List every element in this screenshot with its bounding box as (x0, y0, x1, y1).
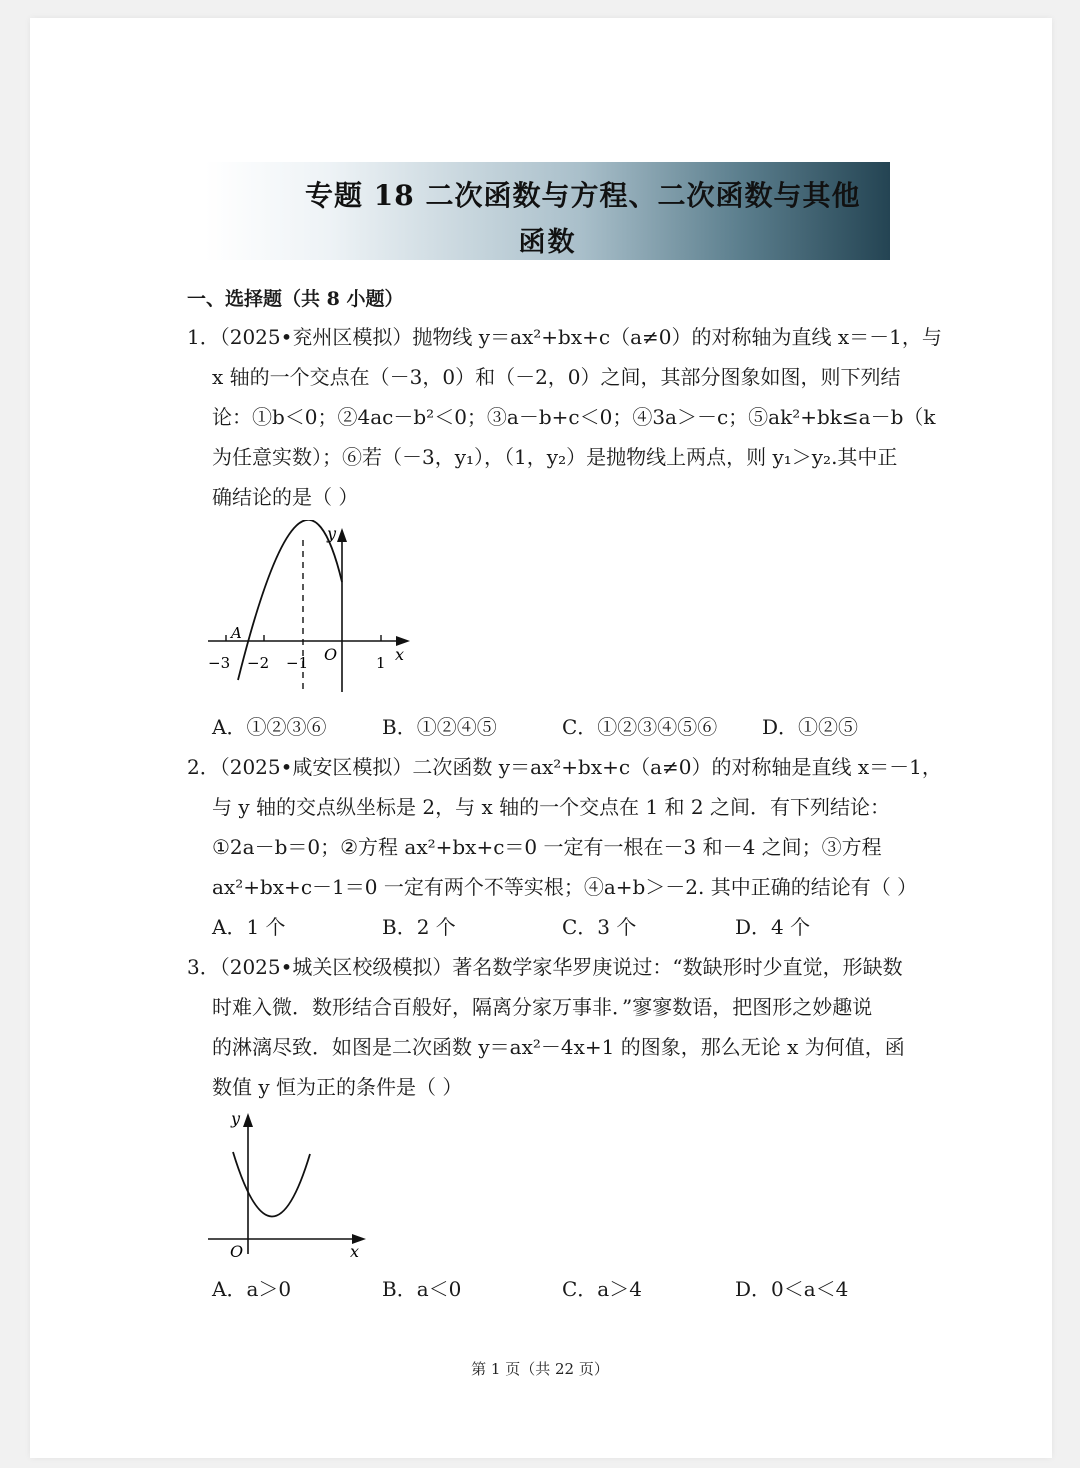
tick-label-1: 1 (376, 654, 386, 672)
q1-line: 1．（2025•兖州区模拟）抛物线 y＝ax²+bx+c（a≠0）的对称轴为直线 x＝－1，与 (187, 325, 942, 349)
q2-line: 2．（2025•咸安区模拟）二次函数 y＝ax²+bx+c（a≠0）的对称轴是直线 x＝－1， (187, 755, 942, 779)
q2-option-b[interactable]: B．2 个 (382, 915, 456, 939)
q3-line: 的淋漓尽致．如图是二次函数 y＝ax²－4x+1 的图象，那么无论 x 为何值，函 (212, 1035, 905, 1059)
tick-label-neg2: −2 (247, 654, 270, 672)
page-footer: 第 1 页（共 22 页） (471, 1360, 609, 1378)
point-a-label: A (231, 624, 242, 642)
q3-line: 时难入微．数形结合百般好，隔离分家万事非．”寥寥数语，把图形之妙趣说 (212, 995, 873, 1019)
q1-option-d[interactable]: D．①②⑤ (762, 715, 859, 739)
q1-parabola-graph (200, 520, 420, 700)
title-line-1: 专题 18 二次函数与方程、二次函数与其他 (305, 179, 861, 212)
q3-line: 数值 y 恒为正的条件是（ ） (212, 1075, 463, 1099)
tick-label-neg1: −1 (286, 654, 309, 672)
q3-line: 3．（2025•城关区校级模拟）著名数学家华罗庚说过：“数缺形时少直觉，形缺数 (187, 955, 903, 979)
q1-option-c[interactable]: C．①②③④⑤⑥ (562, 715, 718, 739)
x-axis-label: x (350, 1242, 360, 1261)
q3-option-d[interactable]: D．0＜a＜4 (735, 1277, 849, 1301)
q2-option-a[interactable]: A．1 个 (212, 915, 286, 939)
q1-line: 为任意实数）；⑥若（－3，y₁），（1，y₂）是抛物线上两点，则 y₁＞y₂.其中正 (212, 445, 898, 469)
q1-option-a[interactable]: A．①②③⑥ (212, 715, 327, 739)
q1-line: 确结论的是（ ） (212, 485, 359, 509)
q3-option-c[interactable]: C．a＞4 (562, 1277, 642, 1301)
x-axis-label: x (395, 645, 405, 664)
origin-label: O (230, 1242, 244, 1261)
q1-option-b[interactable]: B．①②④⑤ (382, 715, 497, 739)
y-axis-arrow (243, 1113, 253, 1127)
q1-line: 论：①b＜0；②4ac－b²＜0；③a－b+c＜0；④3a＞－c；⑤ak²+bk≤a－b（k (212, 405, 936, 429)
q2-option-d[interactable]: D．4 个 (735, 915, 811, 939)
q2-line: ax²+bx+c－1＝0 一定有两个不等实根；④a+b＞－2. 其中正确的结论有（ ） (212, 875, 918, 899)
q3-option-b[interactable]: B．a＜0 (382, 1277, 462, 1301)
origin-label: O (324, 645, 338, 664)
q2-line: 与 y 轴的交点纵坐标是 2，与 x 轴的一个交点在 1 和 2 之间．有下列结论： (212, 795, 890, 819)
y-axis-label: y (231, 1109, 241, 1128)
y-axis-label: y (327, 524, 337, 543)
title-line-2: 函数 (518, 227, 577, 258)
section-heading: 一、选择题（共 8 小题） (187, 288, 404, 310)
parabola-curve (233, 1152, 310, 1217)
q2-option-c[interactable]: C．3 个 (562, 915, 637, 939)
q3-option-a[interactable]: A．a＞0 (212, 1277, 292, 1301)
q3-parabola-graph (200, 1102, 375, 1262)
title-banner (205, 162, 890, 260)
q2-line: ①2a－b＝0；②方程 ax²+bx+c＝0 一定有一根在－3 和－4 之间；③方程 (212, 835, 882, 859)
y-axis-arrow (337, 528, 347, 542)
tick-label-neg3: −3 (208, 654, 231, 672)
q1-line: x 轴的一个交点在（－3，0）和（－2，0）之间，其部分图象如图，则下列结 (212, 365, 901, 389)
